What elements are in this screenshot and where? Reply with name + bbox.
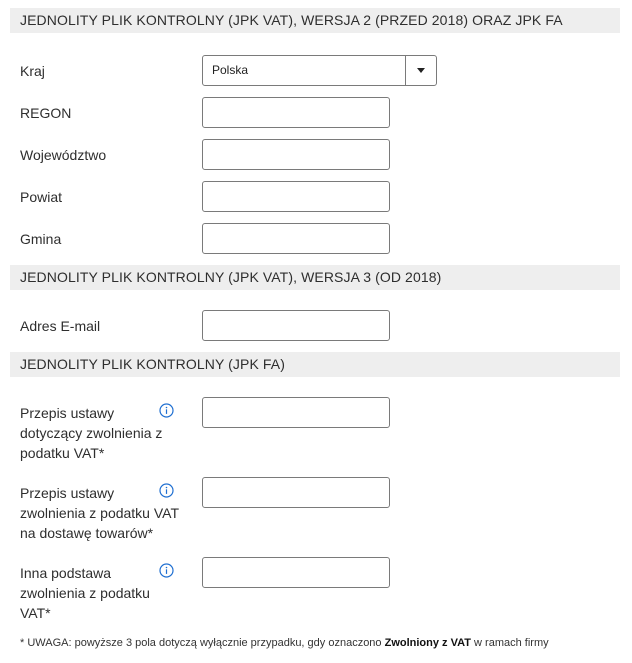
label-line: VAT* (20, 605, 51, 621)
footnote-suffix: w ramach firmy (470, 637, 549, 649)
label-line: Inna podstawa (20, 565, 112, 581)
regon-input[interactable] (202, 97, 390, 128)
wojewodztwo-input[interactable] (202, 139, 390, 170)
footnote (20, 637, 549, 649)
email-label: Adres E-mail (20, 318, 101, 334)
chevron-down-icon[interactable] (406, 56, 436, 85)
inna-podstawa-input[interactable] (202, 557, 390, 588)
wojewodztwo-label: Województwo (20, 147, 107, 163)
przepis-dostawa-input[interactable] (202, 477, 390, 508)
przepis-dostawa-label (20, 483, 179, 543)
label-line: podatku VAT* (20, 445, 105, 461)
gmina-input[interactable] (202, 223, 390, 254)
powiat-label: Powiat (20, 189, 63, 205)
powiat-input[interactable] (202, 181, 390, 212)
gmina-label: Gmina (20, 231, 62, 247)
przepis-zwolnienia-label (20, 403, 162, 463)
regon-label: REGON (20, 105, 72, 121)
label-line: dotyczący zwolnienia z (20, 425, 163, 441)
section-header-jpk-vat2: JEDNOLITY PLIK KONTROLNY (JPK VAT), WERSJA 2 (PRZED 2018) ORAZ JPK FA (10, 8, 620, 33)
info-icon[interactable] (159, 403, 174, 418)
section-header-jpk-fa: JEDNOLITY PLIK KONTROLNY (JPK FA) (10, 352, 620, 377)
label-line: Przepis ustawy (20, 485, 115, 501)
footnote-prefix: * UWAGA: powyższe 3 pola dotyczą wyłącznie przypadku, gdy oznaczono (20, 637, 385, 649)
kraj-select[interactable] (202, 55, 437, 86)
przepis-zwolnienia-input[interactable] (202, 397, 390, 428)
label-line: zwolnienia z podatku (20, 585, 150, 601)
info-icon[interactable] (159, 483, 174, 498)
footnote-bold: Zwolniony z VAT (384, 637, 471, 649)
label-line: zwolnienia z podatku VAT (20, 505, 180, 521)
label-line: na dostawę towarów* (20, 525, 154, 541)
email-input[interactable] (202, 310, 390, 341)
kraj-label: Kraj (20, 63, 45, 79)
section-header-jpk-vat3: JEDNOLITY PLIK KONTROLNY (JPK VAT), WERSJA 3 (OD 2018) (10, 265, 620, 290)
info-icon[interactable] (159, 563, 174, 578)
label-line: Przepis ustawy (20, 405, 115, 421)
inna-podstawa-label (20, 563, 150, 623)
kraj-select-value: Polska (212, 63, 249, 77)
